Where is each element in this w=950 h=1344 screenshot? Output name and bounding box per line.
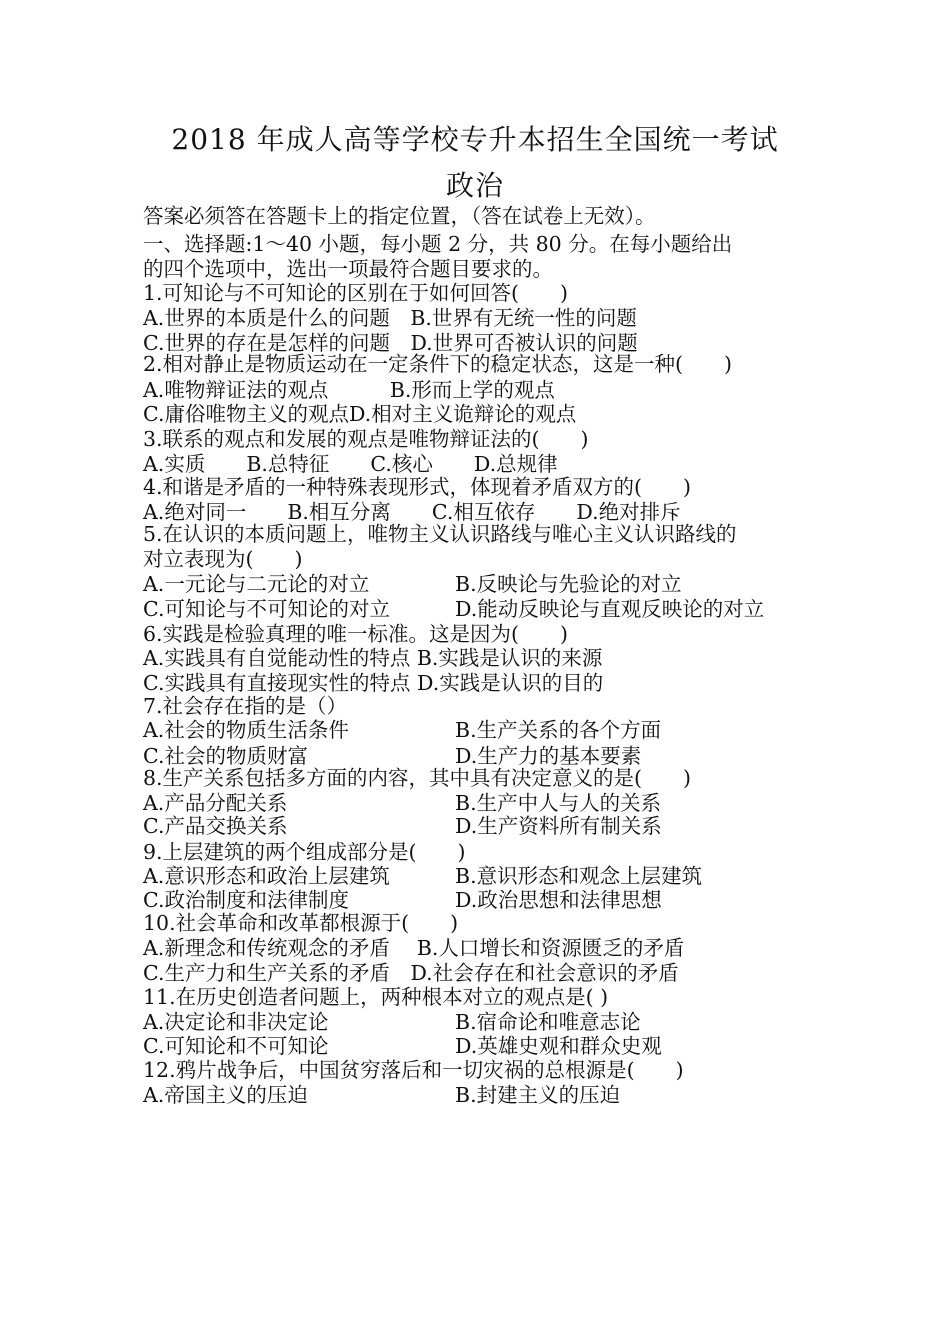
answer-instruction: 答案必须答在答题卡上的指定位置，（答在试卷上无效）。 xyxy=(143,204,656,228)
question-9-option-c: C.政治制度和法律制度 xyxy=(143,888,349,912)
question-10-options-ab: A.新理念和传统观念的矛盾 B.人口增长和资源匮乏的矛盾 xyxy=(143,936,685,960)
question-11-option-b: B.宿命论和唯意志论 xyxy=(455,1010,641,1034)
question-11-option-a: A.决定论和非决定论 xyxy=(143,1010,329,1034)
question-12-stem: 12.鸦片战争后，中国贫穷落后和一切灾祸的总根源是( ) xyxy=(143,1058,684,1082)
question-11-option-c: C.可知论和不可知论 xyxy=(143,1034,329,1058)
question-9-stem: 9.上层建筑的两个组成部分是( ) xyxy=(143,840,466,864)
question-6-options-cd: C.实践具有直接现实性的特点 D.实践是认识的目的 xyxy=(143,671,604,695)
question-5-option-b: B.反映论与先验论的对立 xyxy=(455,572,682,596)
question-6-options-ab: A.实践具有自觉能动性的特点 B.实践是认识的来源 xyxy=(143,646,603,670)
question-11-option-d: D.英雄史观和群众史观 xyxy=(455,1034,662,1058)
question-8-option-c: C.产品交换关系 xyxy=(143,814,288,838)
question-8-stem: 8.生产关系包括多方面的内容，其中具有决定意义的是( ) xyxy=(143,766,692,790)
question-9-option-d: D.政治思想和法律思想 xyxy=(455,888,662,912)
question-4-options: A.绝对同一 B.相互分离 C.相互依存 D.绝对排斥 xyxy=(143,500,681,524)
question-3-options: A.实质 B.总特征 C.核心 D.总规律 xyxy=(143,452,558,476)
question-12-option-a: A.帝国主义的压迫 xyxy=(143,1083,308,1107)
question-9-option-b: B.意识形态和观念上层建筑 xyxy=(455,864,703,888)
question-9-option-a: A.意识形态和政治上层建筑 xyxy=(143,864,390,888)
section-header-line-2: 的四个选项中，选出一项最符合题目要求的。 xyxy=(143,257,553,281)
question-7-option-a: A.社会的物质生活条件 xyxy=(143,718,349,742)
question-10-options-cd: C.生产力和生产关系的矛盾 D.社会存在和社会意识的矛盾 xyxy=(143,961,679,985)
question-12-option-b: B.封建主义的压迫 xyxy=(455,1083,621,1107)
question-1-stem: 1.可知论与不可知论的区别在于如何回答( ) xyxy=(143,281,569,305)
question-1-options-ab: A.世界的本质是什么的问题 B.世界有无统一性的问题 xyxy=(143,306,637,330)
question-7-option-c: C.社会的物质财富 xyxy=(143,744,308,768)
question-8-option-b: B.生产中人与人的关系 xyxy=(455,791,662,815)
question-7-stem: 7.社会存在指的是（） xyxy=(143,694,348,718)
question-2-options-ab: A.唯物辩证法的观点 B.形而上学的观点 xyxy=(143,378,555,402)
question-5-stem-cont: 对立表现为( ) xyxy=(143,547,303,571)
question-5-stem: 5.在认识的本质问题上，唯物主义认识路线与唯心主义认识路线的 xyxy=(143,522,737,546)
question-11-stem: 11.在历史创造者问题上，两种根本对立的观点是( ) xyxy=(143,985,609,1009)
question-5-option-d: D.能动反映论与直观反映论的对立 xyxy=(455,597,765,621)
question-7-option-d: D.生产力的基本要素 xyxy=(455,744,642,768)
question-3-stem: 3.联系的观点和发展的观点是唯物辩证法的( ) xyxy=(143,427,589,451)
question-10-stem: 10.社会革命和改革都根源于( ) xyxy=(143,911,459,935)
exam-subject: 政治 xyxy=(445,169,504,202)
question-6-stem: 6.实践是检验真理的唯一标准。这是因为( ) xyxy=(143,622,569,646)
question-7-option-b: B.生产关系的各个方面 xyxy=(455,718,662,742)
exam-title: 2018 年成人高等学校专升本招生全国统一考试 xyxy=(171,123,779,156)
question-2-stem: 2.相对静止是物质运动在一定条件下的稳定状态，这是一种( ) xyxy=(143,352,733,376)
question-2-options-cd: C.庸俗唯物主义的观点D.相对主义诡辩论的观点 xyxy=(143,402,577,426)
question-8-option-a: A.产品分配关系 xyxy=(143,791,288,815)
question-4-stem: 4.和谐是矛盾的一种特殊表现形式，体现着矛盾双方的( ) xyxy=(143,475,692,499)
question-5-option-c: C.可知论与不可知论的对立 xyxy=(143,597,390,621)
question-8-option-d: D.生产资料所有制关系 xyxy=(455,814,662,838)
question-5-option-a: A.一元论与二元论的对立 xyxy=(143,572,370,596)
section-header-line-1: 一、选择题:1～40 小题，每小题 2 分，共 80 分。在每小题给出 xyxy=(143,232,733,256)
question-1-options-cd: C.世界的存在是怎样的问题 D.世界可否被认识的问题 xyxy=(143,331,638,355)
